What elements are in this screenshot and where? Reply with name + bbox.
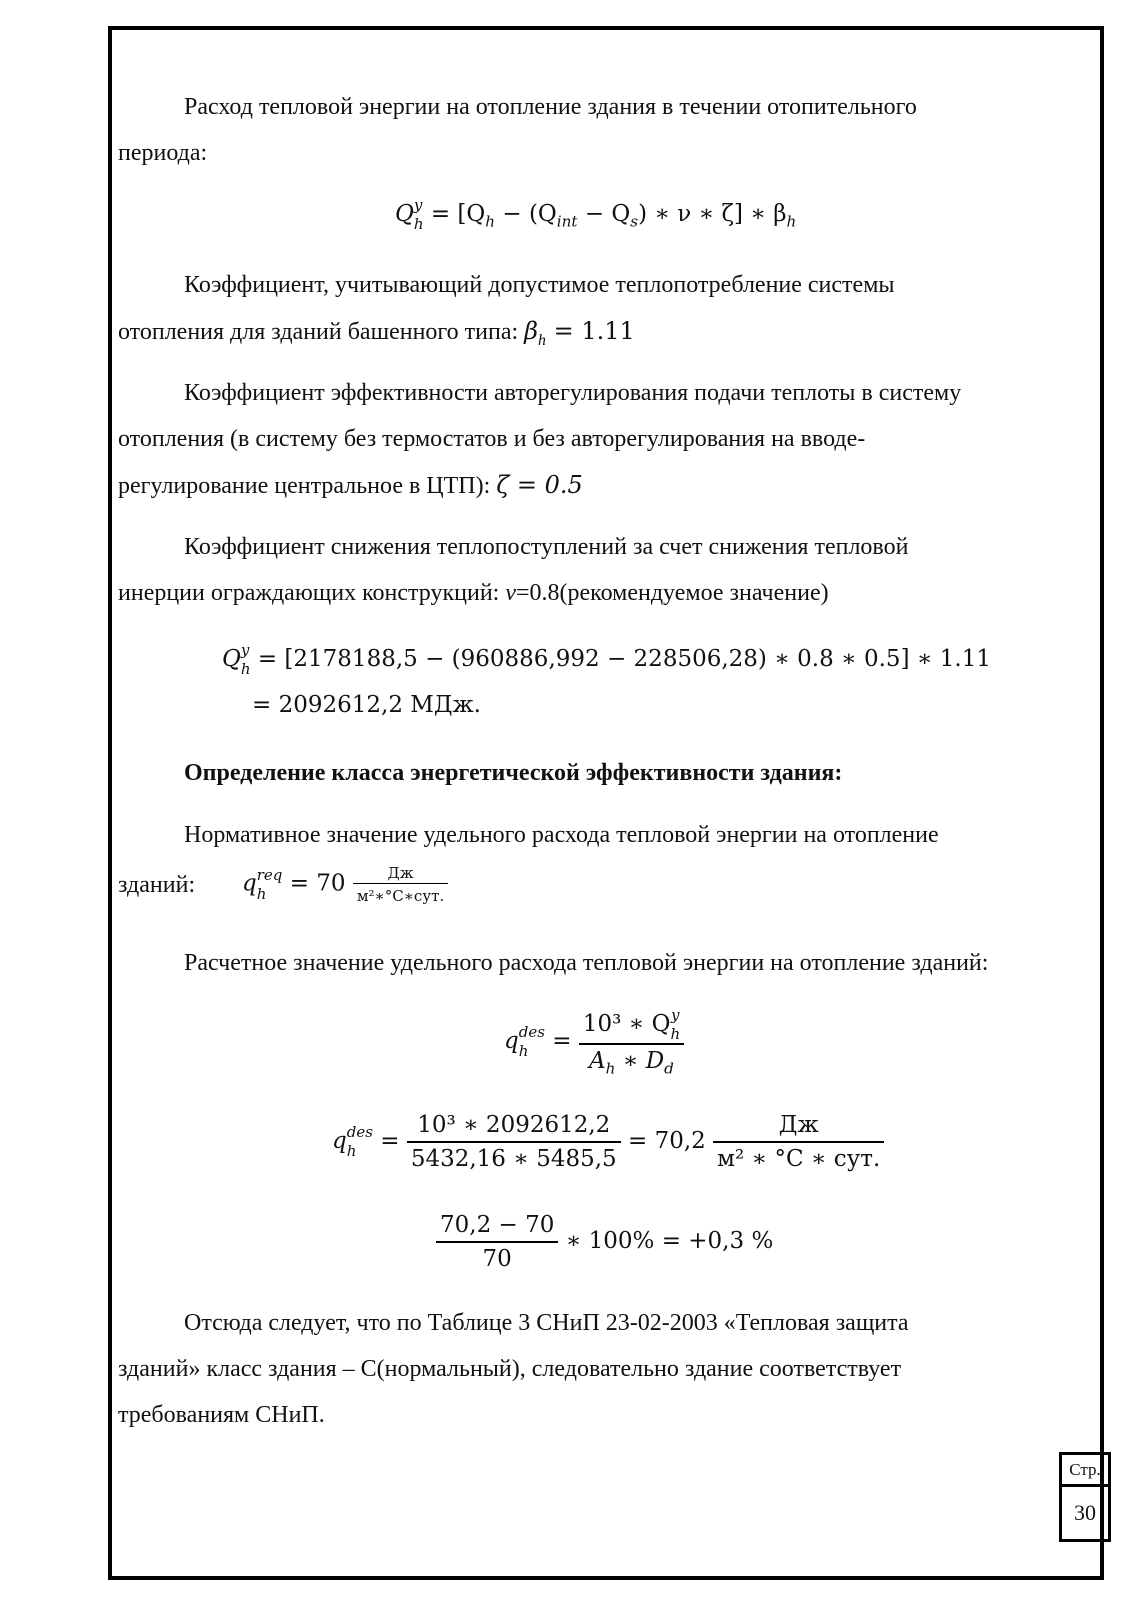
formula-sub: int — [556, 212, 578, 231]
formula-sup: des — [346, 1123, 373, 1141]
unit-fraction — [713, 1112, 884, 1172]
page-number: 30 — [1059, 1484, 1111, 1542]
text-fragment: инерции ограждающих конструкций: — [118, 580, 500, 606]
formula-sup: des — [518, 1023, 545, 1041]
unit-numerator: Дж — [713, 1112, 884, 1143]
formula-sub: h — [413, 215, 424, 233]
text-line: зданий» класс здания – С(нормальный), следовательно здание соответствует — [118, 1356, 902, 1382]
formula-heat-calc — [222, 641, 992, 678]
formula-part: 10³ ∗ Q — [582, 1011, 671, 1037]
formula-fraction — [436, 1212, 558, 1272]
formula-part: = [Q — [430, 201, 486, 227]
text-fragment: отопления для зданий башенного типа: — [118, 319, 519, 345]
formula-sup: req — [256, 865, 283, 884]
formula-sub: h — [786, 212, 797, 231]
formula-part: = 70 — [289, 870, 346, 897]
text-line: Коэффициент снижения теплопоступлений за счет снижения тепловой — [184, 534, 909, 560]
text-fragment: =0.8(рекомендуемое значение) — [515, 580, 829, 606]
unit-denominator: м² ∗ °С ∗ сут. — [717, 1146, 881, 1172]
formula-part: ) ∗ ν ∗ ζ] ∗ β — [638, 201, 787, 227]
formula-sub: h — [240, 660, 251, 678]
formula-part: − (Q — [495, 201, 557, 227]
formula-part: = 1.11 — [545, 317, 635, 345]
page-label: Стр. — [1059, 1452, 1111, 1487]
formula-heat-result: = 2092612,2 МДж. — [252, 692, 481, 718]
formula-sup: y — [240, 641, 250, 659]
formula-sub: h — [485, 212, 496, 231]
fraction-denominator: 70 — [482, 1246, 512, 1272]
formula-symbol: β — [524, 317, 539, 345]
formula-sub: h — [670, 1025, 681, 1043]
formula-sub: h — [518, 1042, 529, 1060]
formula-fraction — [579, 1006, 684, 1078]
formula-sub: d — [664, 1059, 674, 1078]
text-line: Коэффициент, учитывающий допустимое теплопотребление системы — [184, 272, 895, 298]
fraction-denominator — [579, 1045, 684, 1078]
text-line: периода: — [118, 140, 208, 166]
formula-symbol: A — [589, 1048, 606, 1074]
section-heading: Определение класса энергетической эффективности здания: — [184, 760, 843, 786]
formula-symbol: ν — [505, 580, 516, 606]
formula-normative: q req h = 70 $\frac{Дж}{\text{м²∗°С∗сут.}}$ — [242, 864, 448, 905]
formula-sub: h — [256, 884, 267, 903]
formula-deviation — [436, 1212, 773, 1272]
formula-sup: y — [671, 1006, 680, 1024]
formula-part: − Q — [577, 201, 631, 227]
text-fragment: регулирование центральное в ЦТП): — [118, 473, 491, 499]
text-line — [118, 308, 635, 355]
formula-part: ∗ D — [615, 1048, 665, 1074]
formula-heat-consumption — [395, 196, 797, 233]
unit-denominator: м²∗°С∗сут. — [356, 887, 445, 905]
fraction-numerator: 70,2 − 70 — [436, 1212, 558, 1243]
text-line: Расчетное значение удельного расхода тепловой энергии на отопление зданий: — [184, 950, 989, 976]
formula-sub: h — [538, 331, 546, 349]
text-line: отопления (в систему без термостатов и без авторегулирования на вводе- — [118, 426, 866, 452]
formula-part: = 70,2 — [627, 1128, 706, 1154]
formula-symbol: Q — [395, 201, 414, 227]
formula-part: ∗ 100% = +0,3 % — [565, 1228, 774, 1254]
formula-design-calc: q des h = $\frac{\text{10³ ∗ 2092612,2}}{5432,16 ∗ 5485,5}$ = 70,2 $\frac{Дж}{\text{м² ∗ °С ∗ сут.}}$ — [332, 1112, 884, 1172]
formula-symbol: Q — [222, 646, 241, 672]
fraction-numerator: 10³ ∗ 2092612,2 — [407, 1112, 621, 1143]
unit-fraction — [353, 864, 448, 905]
fraction-denominator: 5432,16 ∗ 5485,5 — [410, 1146, 617, 1172]
text-line: зданий: — [118, 872, 196, 898]
formula-fraction — [407, 1112, 621, 1172]
text-line: Коэффициент эффективности авторегулирования подачи теплоты в систему — [184, 380, 962, 406]
text-line — [118, 570, 829, 616]
text-line: Нормативное значение удельного расхода тепловой энергии на отопление — [184, 822, 939, 848]
formula-sub: h — [605, 1059, 616, 1078]
formula-part: ζ = 0.5 — [496, 471, 583, 499]
unit-numerator: Дж — [353, 864, 448, 884]
text-line: Отсюда следует, что по Таблице 3 СНиП 23-02-2003 «Тепловая защита — [184, 1310, 909, 1336]
fraction-numerator — [579, 1006, 684, 1045]
formula-part: = [2178188,5 − (960886,992 − 228506,28) ∗ 0.8 ∗ 0.5] ∗ 1.11 — [257, 646, 992, 672]
text-line: требованиям СНиП. — [118, 1402, 325, 1428]
text-line — [118, 462, 583, 509]
text-line: Расход тепловой энергии на отопление здания в течении отопительного — [184, 94, 917, 120]
formula-design-value: q des h = 10³ ∗ Q y h $A_h$ ∗ $D_d$ — [504, 1010, 684, 1074]
formula-sup: y — [413, 196, 423, 214]
formula-sub: s — [630, 212, 639, 231]
formula-sub: h — [346, 1142, 357, 1160]
